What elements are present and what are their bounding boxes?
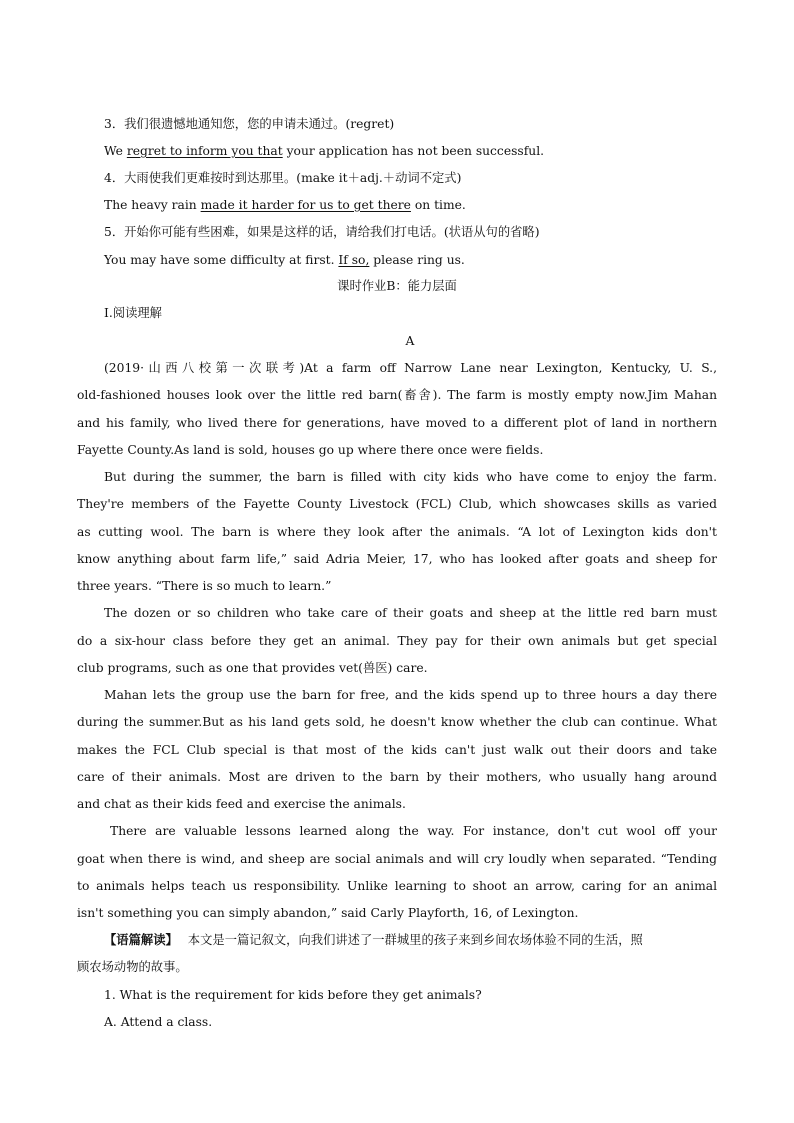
q4-prompt: 4．大雨使我们更难按时到达那里。(make it＋adj.＋动词不定式) xyxy=(104,171,462,185)
q4-answer: made it harder for us to get there xyxy=(200,198,411,212)
analysis-tag: 【语篇解读】 xyxy=(104,932,178,947)
analysis-text-1: 本文是一篇记叙文，向我们讲述了一群城里的孩子来到乡间农场体验不同的生活，照 xyxy=(187,933,643,947)
part-title: Ⅰ.阅读理解 xyxy=(104,306,162,320)
passage-line: to animals helps teach us responsibility. Unlike learning to shoot an arrow, caring for an animal xyxy=(77,878,717,893)
q5-prompt: 5．开始你可能有些困难，如果是这样的话，请给我们打电话。(状语从句的省略) xyxy=(104,225,540,239)
passage-line: and chat as their kids feed and exercise the animals. xyxy=(77,797,406,811)
passage-line: isn't something you can simply abandon,” said Carly Playforth, 16, of Lexington. xyxy=(77,906,579,920)
passage-line: makes the FCL Club special is that most of the kids can't just walk out their doors and take xyxy=(77,742,717,757)
q3-post: your application has not been successful. xyxy=(282,144,545,158)
passage-line: (2019·山西八校第一次联考)At a farm off Narrow Lane near Lexington, Kentucky, U. S., xyxy=(104,361,717,375)
q4-post: on time. xyxy=(410,198,466,212)
q5-pre: You may have some difficulty at first. xyxy=(104,253,339,267)
passage-line: as cutting wool. The barn is where they look after the animals. “A lot of Lexington kids don't xyxy=(77,524,717,539)
passage-line: three years. “There is so much to learn.” xyxy=(77,579,332,593)
passage-line: old-fashioned houses look over the little red barn(畜舍). The farm is mostly empty now.Jim Mahan xyxy=(77,388,717,403)
passage-line: do a six-hour class before they get an animal. They pay for their own animals but get special xyxy=(77,633,717,648)
q3-answer-line xyxy=(104,143,544,159)
q5-post: please ring us. xyxy=(369,253,465,267)
passage-line: The dozen or so children who take care of their goats and sheep at the little red barn must xyxy=(104,606,717,621)
analysis-line-1 xyxy=(104,932,643,948)
passage-line: and his family, who lived there for generations, have moved to a different plot of land in northern xyxy=(77,415,717,430)
question-1-stem: 1. What is the requirement for kids before they get animals? xyxy=(104,988,482,1002)
q4-answer-line xyxy=(104,197,466,213)
question-1-option-a: A. Attend a class. xyxy=(104,1015,213,1029)
passage-line: club programs, such as one that provides vet(兽医) care. xyxy=(77,660,428,675)
passage-line: But during the summer, the barn is filled with city kids who have come to enjoy the farm. xyxy=(104,470,717,484)
section-title: 课时作业B：能力层面 xyxy=(337,279,457,293)
q5-answer-line xyxy=(104,252,465,268)
q3-prompt: 3．我们很遗憾地通知您，您的申请未通过。(regret) xyxy=(104,117,395,131)
passage-line: during the summer.But as his land gets sold, he doesn't know whether the club can continue. What xyxy=(77,715,717,730)
passage-label: A xyxy=(405,334,415,348)
q4-pre: The heavy rain xyxy=(104,198,201,212)
passage-line: They're members of the Fayette County Livestock (FCL) Club, which showcases skills as varied xyxy=(77,497,717,512)
passage-line: Fayette County.As land is sold, houses go up where there once were fields. xyxy=(77,442,544,457)
passage-line: know anything about farm life,” said Adria Meier, 17, who has looked after goats and sheep for xyxy=(77,551,717,566)
q3-answer: regret to inform you that xyxy=(126,144,283,158)
passage-line: goat when there is wind, and sheep are social animals and will cry loudly when separated. “Tending xyxy=(77,851,717,866)
passage-line: Mahan lets the group use the barn for free, and the kids spend up to three hours a day there xyxy=(104,688,717,702)
passage-line: care of their animals. Most are driven to the barn by their mothers, who usually hang around xyxy=(77,769,717,784)
analysis-line-2: 顾农场动物的故事。 xyxy=(77,960,188,974)
q3-pre: We xyxy=(104,144,127,158)
passage-line: There are valuable lessons learned along the way. For instance, don't cut wool off your xyxy=(110,824,717,839)
q5-answer: If so, xyxy=(338,253,370,267)
